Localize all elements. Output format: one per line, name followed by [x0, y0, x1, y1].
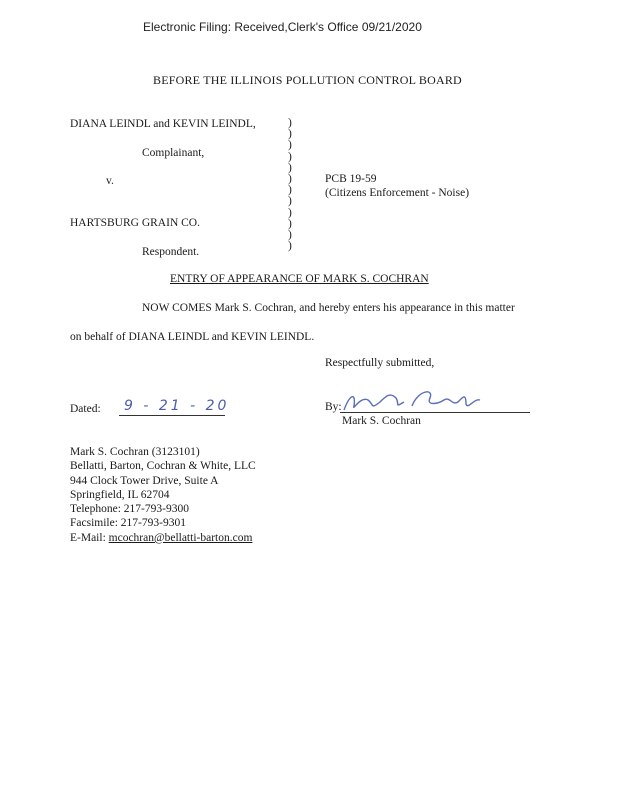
dated-handwritten-value: 9 - 21 - 20 [124, 398, 230, 414]
respondent-name: HARTSBURG GRAIN CO. [70, 217, 200, 229]
case-number: PCB 19-59 [325, 173, 377, 185]
caption-paren: ) [288, 184, 292, 197]
caption-paren: ) [288, 172, 292, 185]
by-label: By: [325, 401, 342, 413]
attorney-line: Mark S. Cochran (3123101) [70, 446, 200, 458]
complainant-names: DIANA LEINDL and KEVIN LEINDL, [70, 118, 256, 130]
caption-paren: ) [288, 117, 292, 129]
caption-paren: ) [288, 128, 292, 141]
document-title: ENTRY OF APPEARANCE OF MARK S. COCHRAN [170, 273, 429, 285]
caption-paren: ) [288, 240, 292, 253]
caption-divider [288, 118, 298, 252]
dated-label: Dated: [70, 403, 101, 415]
attorney-line: Telephone: 217-793-9300 [70, 503, 189, 516]
attorney-line: Facsimile: 217-793-9301 [70, 517, 186, 530]
email-line [70, 531, 256, 545]
versus-label: v. [106, 175, 114, 187]
caption-paren: ) [288, 195, 292, 208]
complainant-role: Complainant, [142, 147, 205, 159]
signer-name: Mark S. Cochran [342, 415, 421, 427]
attorney-line: Bellatti, Barton, Cochran & White, LLC [70, 460, 256, 473]
caption-paren: ) [288, 217, 292, 230]
caption-paren: ) [288, 228, 292, 241]
signature-line [340, 412, 530, 413]
caption-paren: ) [288, 139, 292, 152]
body-line-1: NOW COMES Mark S. Cochran, and hereby enters his appearance in this matter [142, 302, 515, 314]
email-label: E-Mail: [70, 531, 109, 544]
dated-underline [119, 415, 225, 416]
handwritten-signature [338, 388, 528, 414]
email-link[interactable]: mcochran@bellatti-barton.com [108, 531, 253, 544]
court-title: BEFORE THE ILLINOIS POLLUTION CONTROL BOARD [153, 73, 462, 87]
respondent-role: Respondent. [142, 246, 200, 258]
filing-stamp: Electronic Filing: Received,Clerk's Office 09/21/2020 [143, 20, 422, 34]
closing-text: Respectfully submitted, [325, 357, 435, 369]
caption-paren: ) [288, 150, 292, 163]
attorney-contact-block [70, 445, 256, 545]
attorney-line: Springfield, IL 62704 [70, 488, 170, 501]
caption-paren: ) [288, 161, 292, 174]
body-line-2: on behalf of DIANA LEINDL and KEVIN LEINDL. [70, 331, 315, 343]
caption-paren: ) [288, 206, 292, 219]
case-type: (Citizens Enforcement - Noise) [325, 187, 470, 199]
attorney-line: 944 Clock Tower Drive, Suite A [70, 474, 219, 487]
